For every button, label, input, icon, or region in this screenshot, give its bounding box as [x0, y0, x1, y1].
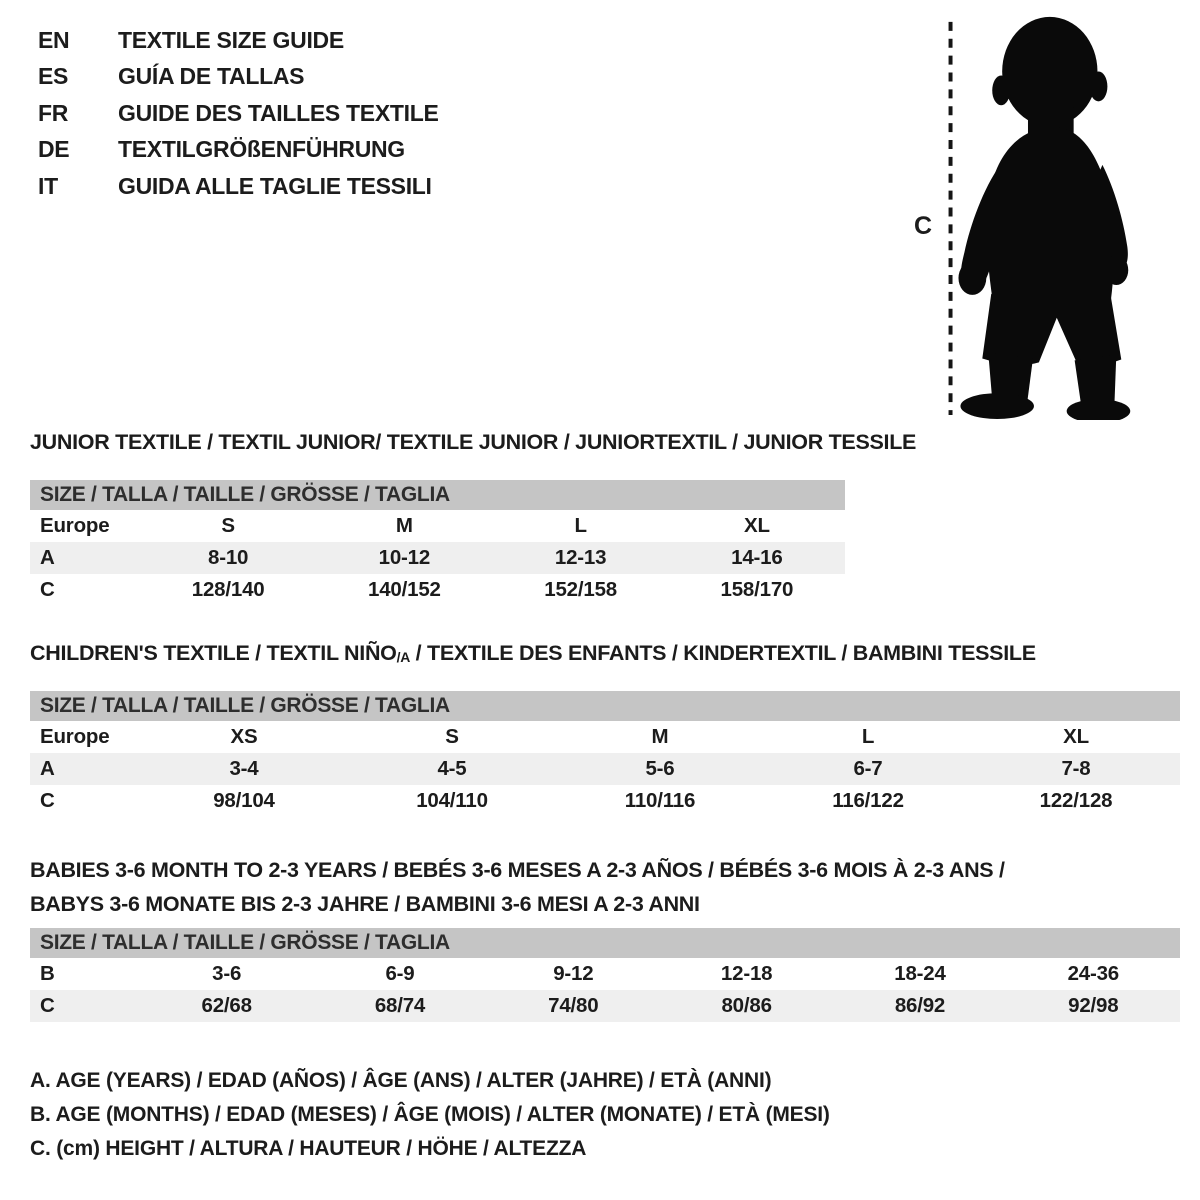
table-cell: 74/80 — [548, 994, 599, 1017]
section-title-text: CHILDREN'S TEXTILE / TEXTIL NIÑO — [30, 641, 397, 665]
row-label: A — [40, 546, 55, 569]
section-title-subscript: /A — [396, 649, 410, 666]
table-cell: 18-24 — [894, 962, 946, 985]
table-cell: 3-4 — [229, 757, 259, 780]
table-cell: 10-12 — [378, 546, 431, 569]
language-code: DE — [38, 136, 70, 163]
row-label: A — [40, 757, 55, 780]
table-row — [30, 542, 845, 574]
table-cell: L — [574, 514, 587, 537]
list-item — [38, 95, 439, 132]
table-cell: 116/122 — [832, 789, 904, 812]
guide-title-en: TEXTILE SIZE GUIDE — [118, 26, 344, 53]
table-cell: 68/74 — [374, 994, 426, 1017]
size-header-band — [30, 928, 1180, 958]
table-cell: XL — [743, 514, 770, 537]
table-cell: M — [651, 725, 669, 748]
section-childrens-textile — [30, 641, 1180, 817]
section-title-line2: BABYS 3-6 MONATE BIS 2-3 JAHRE / BAMBINI 3-6 MESI A 2-3 ANNI — [30, 892, 700, 916]
table-cell: 24-36 — [1067, 962, 1120, 985]
table-cell: 62/68 — [201, 994, 252, 1017]
section-title-text: / TEXTILE DES ENFANTS / KINDERTEXTIL / BAMBINI TESSILE — [409, 641, 1036, 665]
table-cell: XL — [1063, 725, 1089, 748]
table-cell: 104/110 — [416, 789, 488, 812]
table-row — [30, 753, 1180, 785]
table-cell: 98/104 — [213, 789, 275, 812]
legend-height-cm: C. (cm) HEIGHT / ALTURA / HAUTEUR / HÖHE / ALTEZZA — [30, 1137, 587, 1160]
legend-age-years: A. AGE (YEARS) / EDAD (AÑOS) / ÂGE (ANS) / ALTER (JAHRE) / ETÀ (ANNI) — [30, 1069, 772, 1092]
language-code: IT — [38, 172, 58, 199]
row-label: B — [40, 962, 55, 985]
row-label: Europe — [40, 725, 110, 748]
size-header-label: SIZE / TALLA / TAILLE / GRÖSSE / TAGLIA — [40, 483, 450, 506]
section-title: JUNIOR TEXTILE / TEXTIL JUNIOR/ TEXTILE JUNIOR / JUNIORTEXTIL / JUNIOR TESSILE — [30, 430, 917, 454]
table-row — [30, 510, 845, 542]
table-cell: 12-13 — [554, 546, 607, 569]
table-cell: 110/116 — [624, 789, 696, 812]
list-item — [38, 59, 439, 96]
table-cell: 3-6 — [212, 962, 242, 985]
table-cell: 4-5 — [437, 757, 467, 780]
table-cell: 140/152 — [368, 578, 441, 601]
section-title — [30, 853, 1180, 921]
section-title-line1: BABIES 3-6 MONTH TO 2-3 YEARS / BEBÉS 3-6 MESES A 2-3 AÑOS / BÉBÉS 3-6 MOIS À 2-3 ANS / — [30, 858, 1005, 882]
table-cell: 14-16 — [731, 546, 783, 569]
row-label: C — [40, 994, 55, 1017]
table-cell: 158/170 — [720, 578, 794, 601]
language-title-list — [38, 22, 439, 205]
baby-silhouette — [958, 17, 1130, 420]
table-cell: XS — [230, 725, 258, 748]
table-cell: 122/128 — [1039, 789, 1113, 812]
table-cell: 86/92 — [894, 994, 946, 1017]
language-code: ES — [38, 63, 69, 90]
table-cell: 6-9 — [385, 962, 415, 985]
table-cell: 12-18 — [720, 962, 773, 985]
table-row — [30, 785, 1180, 817]
legend-age-months: B. AGE (MONTHS) / EDAD (MESES) / ÂGE (MOIS) / ALTER (MONATE) / ETÀ (MESI) — [30, 1103, 830, 1126]
guide-title-it: GUIDA ALLE TAGLIE TESSILI — [118, 172, 432, 199]
table-row — [30, 990, 1180, 1022]
baby-silhouette-figure — [900, 8, 1150, 420]
table-cell: 5-6 — [645, 757, 675, 780]
language-code: EN — [38, 26, 70, 53]
guide-title-de: TEXTILGRÖßENFÜHRUNG — [118, 136, 405, 163]
row-label: Europe — [40, 514, 110, 537]
table-row — [30, 574, 845, 606]
size-header-label: SIZE / TALLA / TAILLE / GRÖSSE / TAGLIA — [40, 694, 450, 717]
table-cell: 7-8 — [1061, 757, 1091, 780]
section-title — [30, 641, 1180, 667]
table-cell: S — [445, 725, 459, 748]
table-cell: M — [395, 514, 413, 537]
table-cell: 128/140 — [191, 578, 265, 601]
section-babies-textile — [30, 853, 1180, 1022]
table-cell: 9-12 — [553, 962, 594, 985]
table-cell: L — [861, 725, 875, 748]
size-header-label: SIZE / TALLA / TAILLE / GRÖSSE / TAGLIA — [40, 931, 450, 954]
table-cell: 8-10 — [208, 546, 249, 569]
table-cell: 6-7 — [853, 757, 883, 780]
table-cell: S — [221, 514, 235, 537]
list-item — [38, 132, 439, 169]
table-row — [30, 721, 1180, 753]
size-header-band — [30, 691, 1180, 721]
size-header-band — [30, 480, 845, 510]
row-label: C — [40, 578, 55, 601]
language-code: FR — [38, 99, 69, 126]
height-marker-label: C — [914, 212, 933, 240]
list-item — [38, 168, 439, 205]
table-cell: 80/86 — [721, 994, 772, 1017]
row-label: C — [40, 789, 55, 812]
guide-title-es: GUÍA DE TALLAS — [118, 63, 305, 90]
legend — [30, 1064, 830, 1166]
list-item — [38, 22, 439, 59]
table-cell: 92/98 — [1068, 994, 1119, 1017]
table-cell: 152/158 — [544, 578, 617, 601]
section-junior-textile — [30, 430, 917, 606]
table-row — [30, 958, 1180, 990]
guide-title-fr: GUIDE DES TAILLES TEXTILE — [118, 99, 439, 126]
